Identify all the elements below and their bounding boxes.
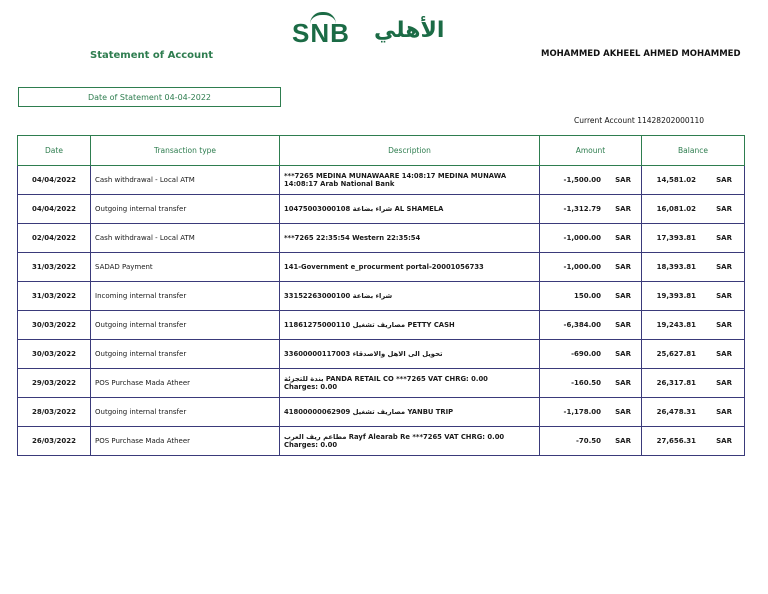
description-second-line: Charges: 0.00 [284,383,338,391]
account-number: Current Account 11428202000110 [574,116,705,125]
amount-value: -690.00 [571,350,601,358]
cell-date: 04/04/2022 [18,195,91,224]
cell-transaction-type: Cash withdrawal - Local ATM [91,224,280,253]
amount-currency: SAR [615,205,631,213]
cell-amount [540,253,642,282]
balance-value: 16,081.02 [656,205,696,213]
description-second-line: Charges: 0.00 [284,441,338,449]
amount-currency: SAR [615,321,631,329]
transactions-table [17,135,745,456]
table-row [18,282,745,311]
cell-date: 29/03/2022 [18,369,91,398]
amount-currency: SAR [615,408,631,416]
cell-description [280,224,540,253]
balance-value: 25,627.81 [656,350,696,358]
cell-transaction-type: Cash withdrawal - Local ATM [91,166,280,195]
cell-transaction-type: Outgoing internal transfer [91,195,280,224]
balance-value: 14,581.02 [656,176,696,184]
cell-balance [642,340,745,369]
cell-amount [540,224,642,253]
description-text: 33600000117003 تحويل الى الاهل والاصدقاء [284,350,443,358]
description-text: بندة للتجزئة PANDA RETAIL CO ***7265 VAT CHRG: 0.00 [284,375,488,383]
amount-value: -6,384.00 [563,321,601,329]
balance-value: 18,393.81 [656,263,696,271]
table-row [18,253,745,282]
cell-description [280,340,540,369]
cell-balance [642,166,745,195]
cell-amount [540,311,642,340]
balance-value: 19,243.81 [656,321,696,329]
description-second-line: 14:08:17 Arab National Bank [284,180,395,188]
cell-transaction-type: SADAD Payment [91,253,280,282]
balance-value: 19,393.81 [656,292,696,300]
description-text: 10475003000108 شراء بضاعة AL SHAMELA [284,205,444,213]
balance-currency: SAR [716,263,732,271]
cell-description [280,311,540,340]
cell-date: 30/03/2022 [18,340,91,369]
cell-amount [540,427,642,456]
amount-currency: SAR [615,234,631,242]
amount-value: -160.50 [571,379,601,387]
table-row [18,166,745,195]
cell-balance [642,224,745,253]
description-text: 11861275000110 مصاريف تشغيل PETTY CASH [284,321,455,329]
cell-date: 02/04/2022 [18,224,91,253]
cell-amount [540,282,642,311]
cell-transaction-type: Outgoing internal transfer [91,398,280,427]
cell-description [280,369,540,398]
cell-description [280,253,540,282]
cell-amount [540,166,642,195]
amount-value: -1,312.79 [563,205,601,213]
balance-currency: SAR [716,321,732,329]
description-text: 41800000062909 مصاريف تشغيل YANBU TRIP [284,408,454,416]
cell-description [280,427,540,456]
logo-latin-text: SNB [292,18,350,48]
balance-value: 17,393.81 [656,234,696,242]
description-text: 33152263000100 شراء بضاعة [284,292,393,300]
table-row [18,369,745,398]
cell-date: 28/03/2022 [18,398,91,427]
cell-transaction-type: Outgoing internal transfer [91,311,280,340]
amount-currency: SAR [615,292,631,300]
statement-date: Date of Statement 04-04-2022 [87,92,212,102]
amount-value: -1,178.00 [563,408,601,416]
amount-value: -1,000.00 [563,263,601,271]
balance-currency: SAR [716,408,732,416]
cell-description [280,282,540,311]
cell-balance [642,369,745,398]
table-row [18,224,745,253]
table-row [18,311,745,340]
cell-description [280,166,540,195]
cell-description [280,398,540,427]
amount-value: -70.50 [575,437,601,445]
cell-amount [540,195,642,224]
header-transaction-type: Transaction type [91,136,280,166]
customer-name: MOHAMMED AKHEEL AHMED MOHAMMED [541,49,741,59]
cell-description [280,195,540,224]
cell-balance [642,311,745,340]
amount-value: 150.00 [573,292,601,300]
cell-amount [540,398,642,427]
cell-date: 04/04/2022 [18,166,91,195]
header-date: Date [18,136,91,166]
balance-currency: SAR [716,350,732,358]
table-header-row [18,136,745,166]
amount-value: -1,000.00 [563,234,601,242]
statement-date-box [18,87,281,107]
balance-value: 27,656.31 [656,437,696,445]
amount-currency: SAR [615,350,631,358]
description-text: ***7265 MEDINA MUNAWAARE 14:08:17 MEDINA MUNAWA [284,172,507,180]
cell-transaction-type: Incoming internal transfer [91,282,280,311]
header-description: Description [280,136,540,166]
cell-amount [540,369,642,398]
amount-value: -1,500.00 [563,176,601,184]
cell-transaction-type: Outgoing internal transfer [91,340,280,369]
balance-value: 26,478.31 [656,408,696,416]
cell-balance [642,195,745,224]
balance-currency: SAR [716,437,732,445]
cell-amount [540,340,642,369]
amount-currency: SAR [615,437,631,445]
table-row [18,427,745,456]
cell-balance [642,427,745,456]
header-amount: Amount [540,136,642,166]
cell-transaction-type: POS Purchase Mada Atheer [91,427,280,456]
page-title: Statement of Account [90,50,214,61]
cell-date: 31/03/2022 [18,253,91,282]
snb-logo [292,12,462,46]
amount-currency: SAR [615,379,631,387]
balance-currency: SAR [716,234,732,242]
balance-currency: SAR [716,379,732,387]
amount-currency: SAR [615,263,631,271]
balance-currency: SAR [716,292,732,300]
table-row [18,195,745,224]
cell-balance [642,398,745,427]
table-row [18,398,745,427]
amount-currency: SAR [615,176,631,184]
cell-date: 31/03/2022 [18,282,91,311]
logo-arabic-text: الأهلي [374,18,445,43]
cell-balance [642,253,745,282]
cell-date: 26/03/2022 [18,427,91,456]
description-text: ***7265 22:35:54 Western 22:35:54 [284,234,421,242]
table-row [18,340,745,369]
cell-balance [642,282,745,311]
balance-value: 26,317.81 [656,379,696,387]
description-text: 141-Government e_procurment portal-20001056733 [284,263,484,271]
cell-date: 30/03/2022 [18,311,91,340]
cell-transaction-type: POS Purchase Mada Atheer [91,369,280,398]
balance-currency: SAR [716,176,732,184]
description-text: مطاعم ريف العرب Rayf Alearab Re ***7265 VAT CHRG: 0.00 [284,433,505,441]
balance-currency: SAR [716,205,732,213]
header-balance: Balance [642,136,745,166]
